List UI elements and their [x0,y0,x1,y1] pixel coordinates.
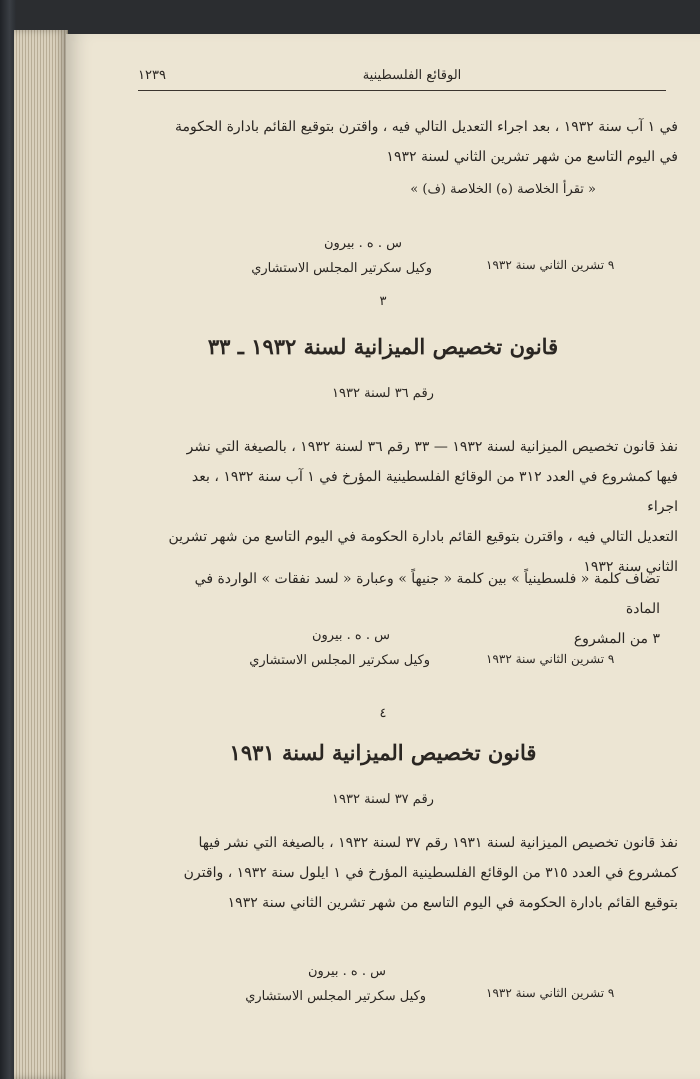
text-line: في اليوم التاسع من شهر تشرين الثاني لسنة ١٩٣٢ [386,149,678,165]
signatory-name: س . ه . بيرون [323,236,402,251]
text-line: الثاني سنة ١٩٣٢ [583,559,678,575]
text-line: فيها كمشروع في العدد ٣١٢ من الوقائع الفلسطينية المؤرخ في ١ آب سنة ١٩٣٢ ، بعد اجراء [191,469,678,515]
law-body [160,828,678,918]
correction-note: « تقرأ الخلاصة (ه) الخلاصة (ف) » [410,182,596,197]
text-line: كمشروع في العدد ٣١٥ من الوقائع الفلسطينية المؤرخ في ١ ايلول سنة ١٩٣٢ ، واقترن [183,865,678,881]
page-stack-edges [14,30,68,1079]
text-line: نفذ قانون تخصيص الميزانية لسنة ١٩٣١ رقم ٣٧ لسنة ١٩٣٢ ، بالصيغة التي نشر فيها [198,835,678,851]
section-number: ٣ [379,294,387,309]
law-subtitle: رقم ٣٧ لسنة ١٩٣٢ [332,792,434,807]
continued-paragraph [166,112,678,172]
signature-date: ٩ تشرين الثاني سنة ١٩٣٢ [486,258,615,272]
signature-date: ٩ تشرين الثاني سنة ١٩٣٢ [486,986,615,1000]
text-line: بتوقيع القائم بادارة الحكومة في اليوم التاسع من شهر تشرين الثاني سنة ١٩٣٢ [227,895,678,911]
law-title: قانون تخصيص الميزانية لسنة ١٩٣١ [229,740,537,765]
signature-block [170,624,430,674]
signature-date: ٩ تشرين الثاني سنة ١٩٣٢ [486,652,615,666]
signature-block [166,960,426,1010]
page-number: ١٢٣٩ [138,68,166,83]
document-page [66,34,700,1079]
section-number: ٤ [379,706,387,721]
law-title: قانون تخصيص الميزانية لسنة ١٩٣٢ ـ ٣٣ [207,334,559,359]
signatory-name: س . ه . بيرون [307,964,386,979]
text-line: ٣ من المشروع [573,631,660,647]
text-line: تضاف كلمة « فلسطينياً » بين كلمة « جنيهاً » وعبارة « لسد نفقات » الواردة في المادة [194,571,660,617]
signatory-role: وكيل سكرتير المجلس الاستشاري [251,261,432,276]
signature-block [196,232,432,282]
gazette-title: الوقائع الفلسطينية [362,68,462,83]
page-header [138,64,686,92]
signatory-name: س . ه . بيرون [311,628,390,643]
text-line: التعديل التالي فيه ، واقترن بتوقيع القائم بادارة الحكومة في اليوم التاسع من شهر تشرين [168,529,678,545]
law-body [160,432,678,582]
text-line: في ١ آب سنة ١٩٣٢ ، بعد اجراء التعديل التالي فيه ، واقترن بتوقيع القائم بادارة الحكومة [174,119,678,135]
header-rule [138,90,666,91]
signatory-role: وكيل سكرتير المجلس الاستشاري [245,989,426,1004]
text-line: نفذ قانون تخصيص الميزانية لسنة ١٩٣٢ — ٣٣ رقم ٣٦ لسنة ١٩٣٢ ، بالصيغة التي نشر [186,439,678,455]
signatory-role: وكيل سكرتير المجلس الاستشاري [249,653,430,668]
law-subtitle: رقم ٣٦ لسنة ١٩٣٢ [332,386,434,401]
